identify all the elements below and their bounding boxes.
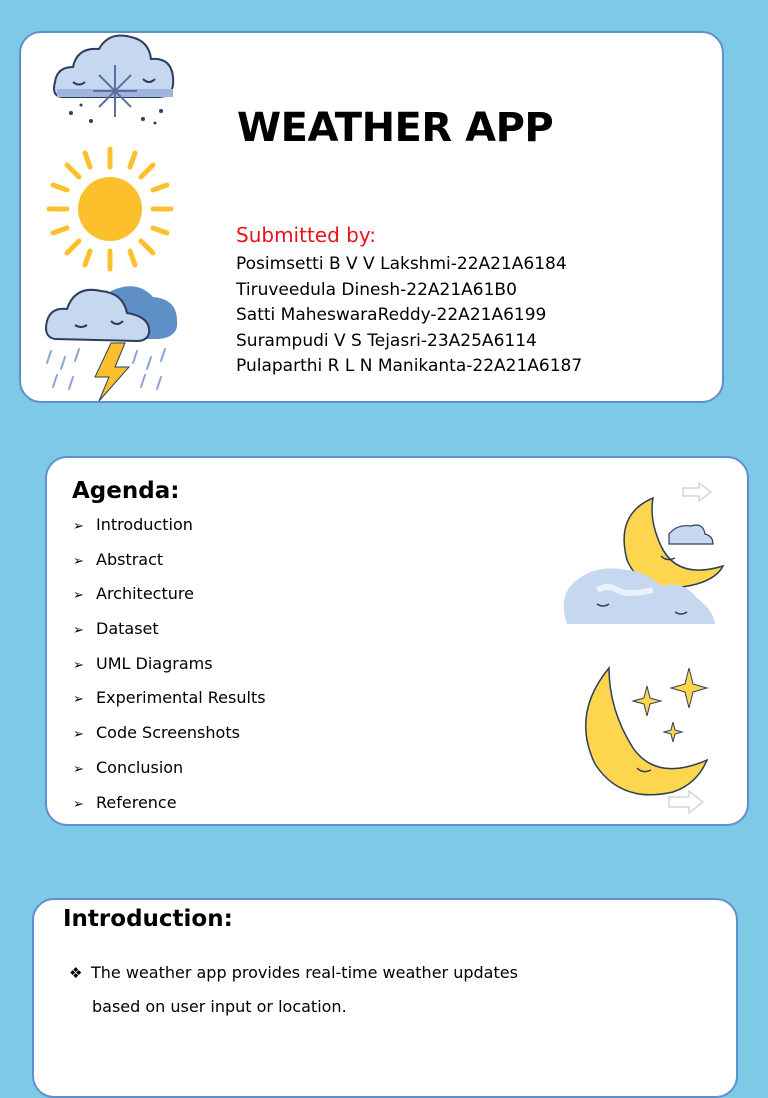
agenda-item-label: Reference: [96, 792, 177, 812]
submitted-by-label: Submitted by:: [236, 223, 376, 247]
agenda-item: [73, 515, 266, 550]
agenda-item: [73, 758, 266, 793]
introduction-line: [69, 956, 709, 990]
agenda-item-label: Introduction: [96, 515, 193, 534]
agenda-item-label: Experimental Results: [96, 688, 266, 708]
agenda-item: [73, 654, 266, 689]
arrow-bullet-icon: ➢: [73, 623, 84, 639]
arrow-bullet-icon: ➢: [73, 727, 84, 743]
arrow-bullet-icon: ➢: [73, 692, 84, 708]
arrow-bullet-icon: ➢: [73, 796, 84, 812]
agenda-item-label: UML Diagrams: [96, 653, 213, 673]
arrow-right-icon: [667, 788, 705, 816]
arrow-bullet-icon: ➢: [73, 588, 84, 604]
agenda-list: [73, 515, 266, 827]
agenda-slide: [45, 456, 749, 826]
agenda-item-label: Architecture: [96, 584, 194, 604]
arrow-bullet-icon: ➢: [73, 519, 84, 534]
agenda-item: [73, 619, 266, 654]
author-item: Tiruveedula Dinesh-22A21A61B0: [236, 279, 517, 300]
agenda-item: [73, 584, 266, 619]
introduction-slide: [32, 898, 738, 1098]
arrow-bullet-icon: ➢: [73, 761, 84, 777]
arrow-bullet-icon: ➢: [73, 657, 84, 673]
agenda-item: [73, 793, 266, 828]
diamond-bullet-icon: ❖: [69, 964, 83, 982]
moon-cloud-icon: [557, 494, 727, 634]
arrow-bullet-icon: ➢: [73, 553, 84, 569]
slide-title: WEATHER APP: [237, 105, 554, 151]
thunderstorm-icon: [41, 277, 181, 403]
snow-cloud-icon: [51, 27, 176, 127]
author-item: Posimsetti B V V Lakshmi-22A21A6184: [236, 254, 567, 274]
introduction-line-text: The weather app provides real-time weather updates: [91, 963, 518, 982]
agenda-item-label: Abstract: [96, 549, 164, 569]
author-item: Pulaparthi R L N Manikanta-22A21A6187: [236, 356, 583, 376]
agenda-item-label: Dataset: [96, 619, 159, 639]
agenda-item-label: Code Screenshots: [96, 723, 240, 743]
title-slide: [19, 31, 724, 403]
introduction-line: based on user input or location.: [92, 997, 347, 1016]
introduction-title: Introduction:: [63, 906, 233, 932]
agenda-item-label: Conclusion: [96, 757, 184, 777]
agenda-item: [73, 550, 266, 585]
author-item: Surampudi V S Tejasri-23A25A6114: [236, 330, 537, 351]
sun-icon: [45, 145, 175, 273]
agenda-item: [73, 688, 266, 723]
introduction-text: [69, 956, 709, 1024]
agenda-item: [73, 723, 266, 758]
author-list: [236, 252, 582, 380]
author-item: Satti MaheswaraReddy-22A21A6199: [236, 305, 547, 325]
crescent-moon-stars-icon: [577, 664, 717, 804]
agenda-title: Agenda:: [72, 478, 180, 504]
